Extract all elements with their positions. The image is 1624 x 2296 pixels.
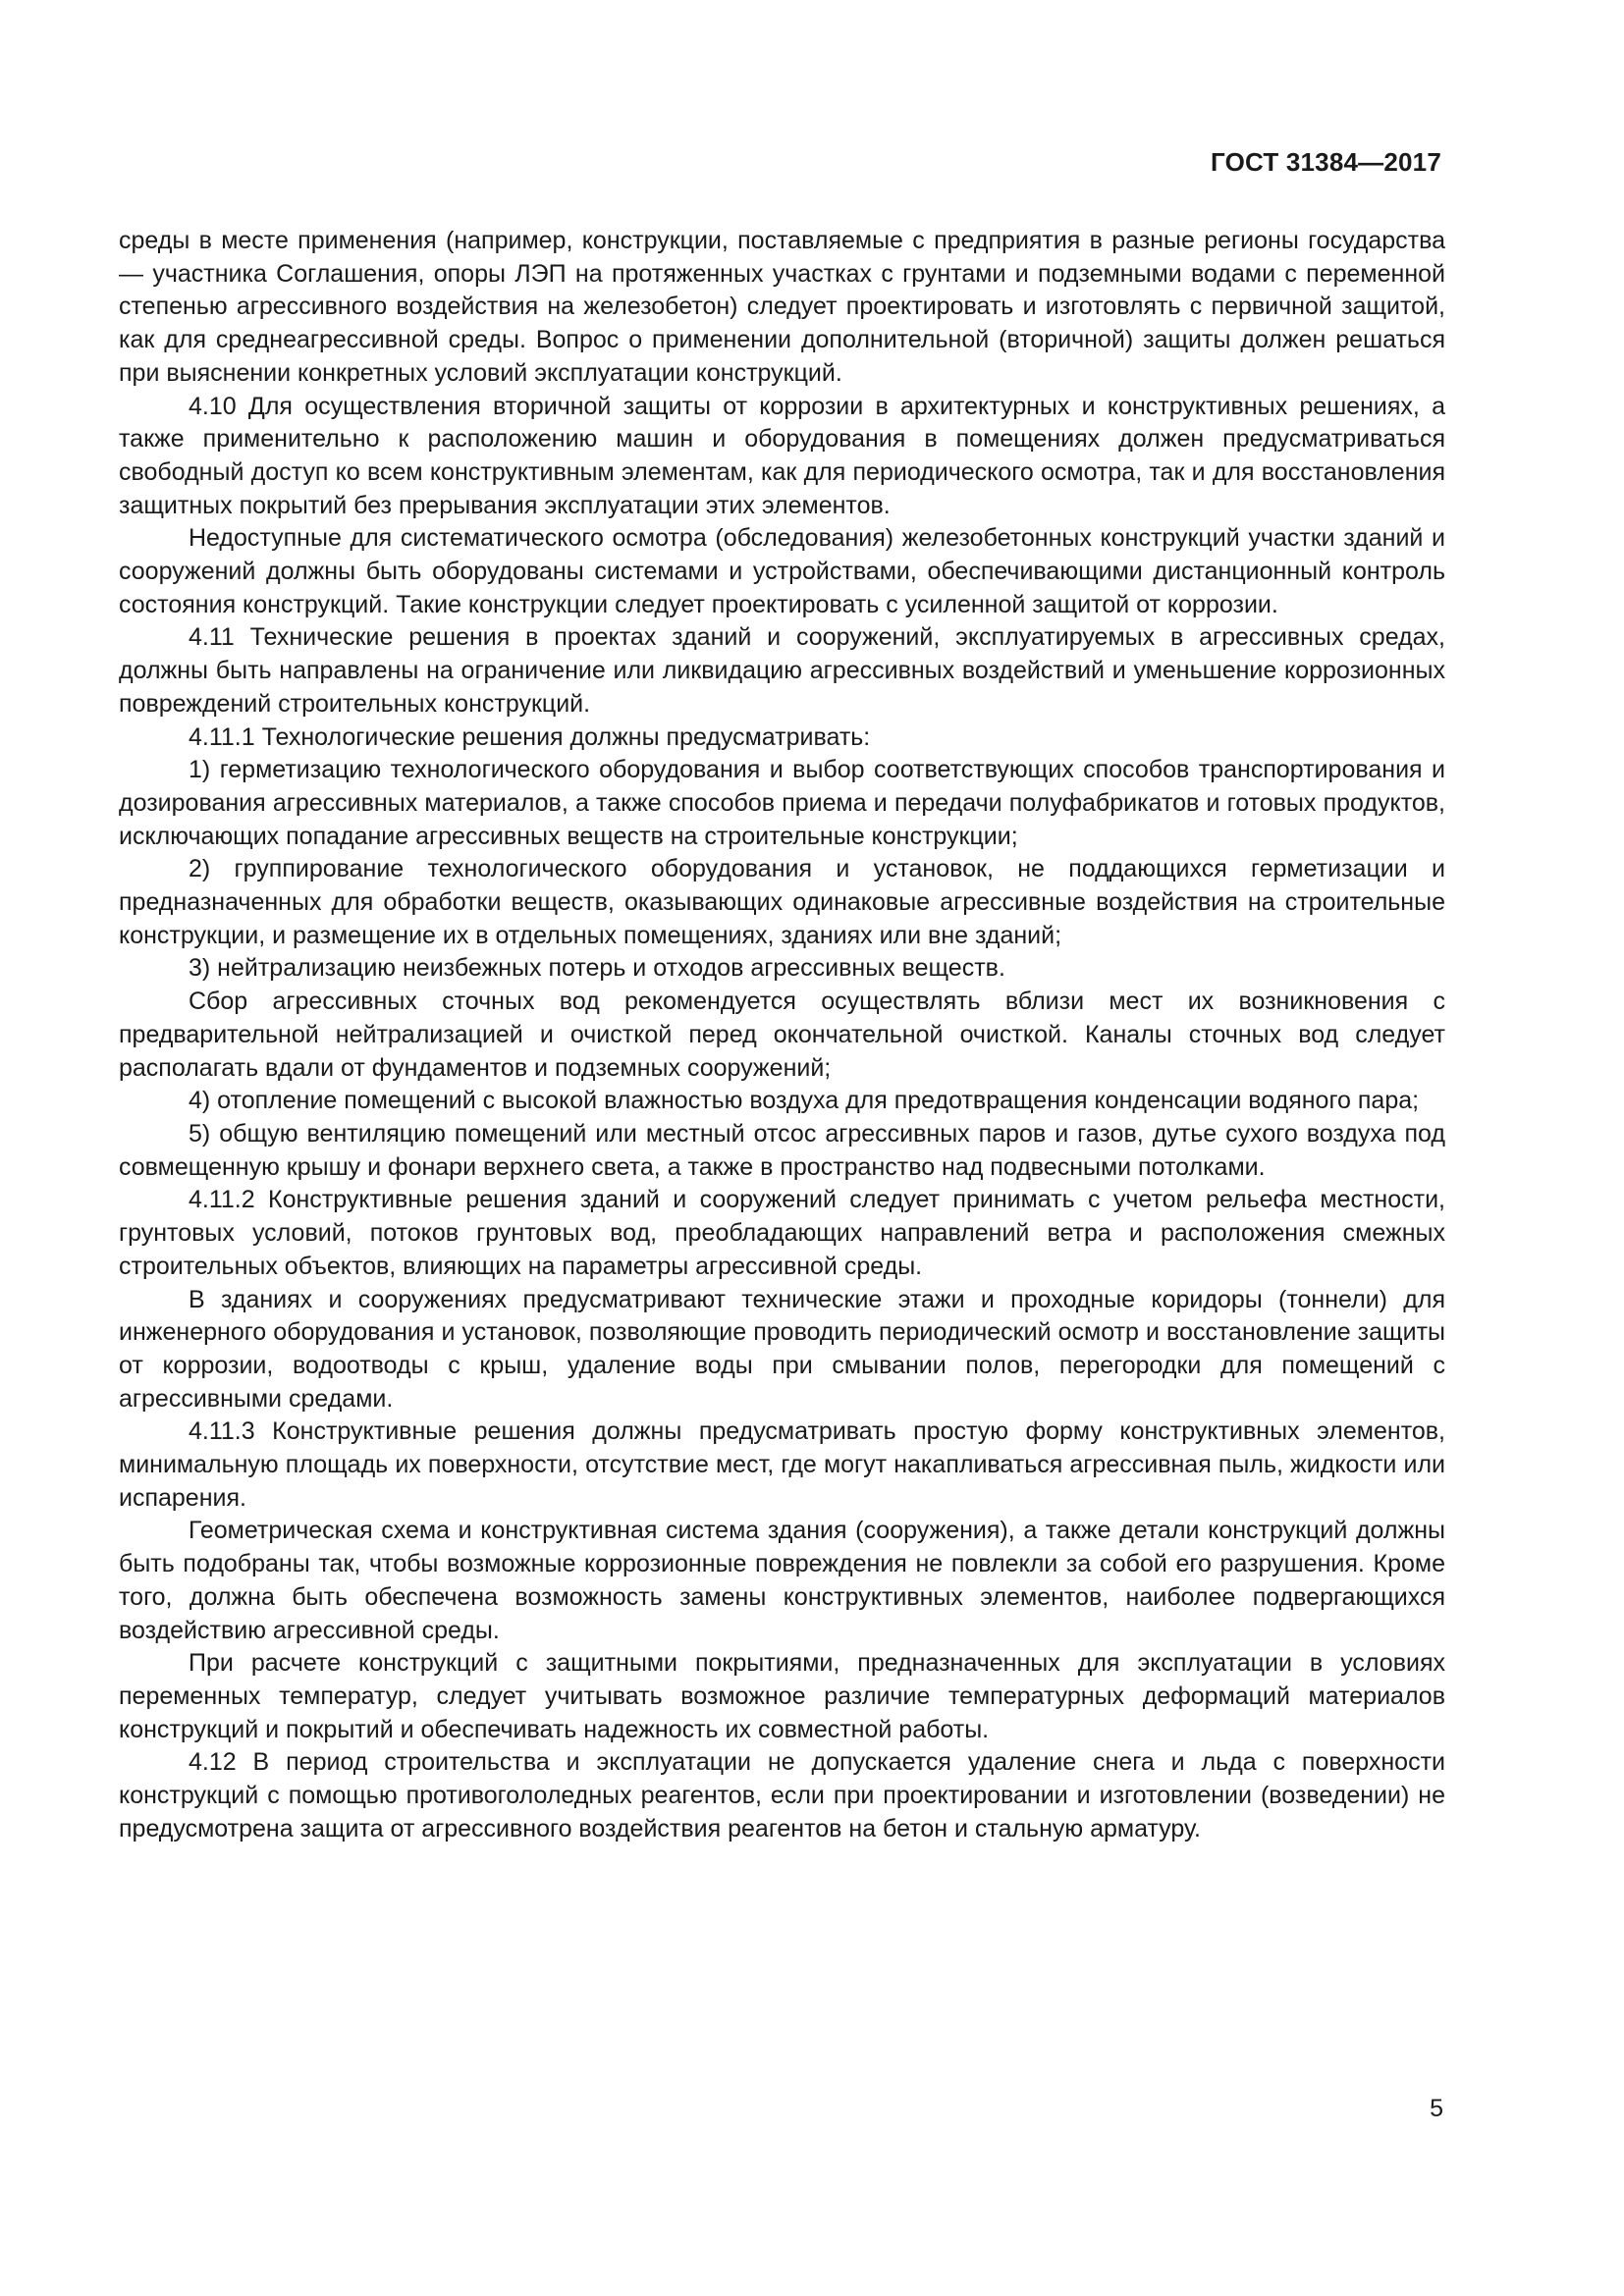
paragraph-4-11-3: 4.11.3 Конструктивные решения должны предусматривать простую форму конструктивных элементов, минимальную площадь их поверхности, отсутствие мест, где могут накапливаться агрессивная пыль, жидкости или испарения. [119,1417,1445,1512]
document-header: ГОСТ 31384—2017 [1211,147,1441,177]
paragraph-4-11-1: 4.11.1 Технологические решения должны предусматривать: [189,722,871,751]
paragraph: Сбор агрессивных сточных вод рекомендуется осуществлять вблизи мест их возникновения с предварительной нейтрализацией и очисткой перед окончательной очисткой. Каналы сточных вод следует располагать вдали от фундаментов и подземных сооружений; [119,988,1445,1082]
paragraph: В зданиях и сооружениях предусматривают технические этажи и проходные коридоры (тоннели) для инженерного оборудования и установок, позволяющие проводить периодический осмотр и восстановление защиты от коррозии, водоотводы с крыш, удаление воды при смывании полов, перегородки для помещений с агрессивными средами. [119,1285,1445,1413]
list-item-4: 4) отопление помещений с высокой влажностью воздуха для предотвращения конденсации водяного пара; [189,1087,1420,1115]
paragraph: Геометрическая схема и конструктивная система здания (сооружения), а также детали конструкций должны быть подобраны так, чтобы возможные коррозионные повреждения не повлекли за собой его разрушения. Кроме того, должна быть обеспечена возможность замены конструктивных элементов, наиболее подвергающихся воздействию агрессивной среды. [119,1517,1445,1644]
list-item-3: 3) нейтрализацию неизбежных потерь и отходов агрессивных веществ. [189,954,1005,983]
paragraph-4-11: 4.11 Технические решения в проектах зданий и сооружений, эксплуатируемых в агрессивных средах, должны быть направлены на ограничение или ликвидацию агрессивных воздействий и уменьшение коррозионных повреждений строительных конструкций. [119,623,1445,718]
paragraph-continuation: среды в месте применения (например, конструкции, поставляемые с предприятия в разные регионы государства — участника Соглашения, опоры ЛЭП на протяженных участках с грунтами и подземными водами с переменной степенью агрессивного воздействия на железобетон) следует проектировать и изготовлять с первичной защитой, как для среднеагрессивной среды. Вопрос о применении дополнительной (вторичной) защиты должен решаться при выяснении конкретных условий эксплуатации конструкций. [119,227,1445,387]
paragraph: Недоступные для систематического осмотра (обследования) железобетонных конструкций участки зданий и сооружений должны быть оборудованы системами и устройствами, обеспечивающими дистанционный контроль состояния конструкций. Такие конструкции следует проектировать с усиленной защитой от коррозии. [119,524,1445,618]
paragraph-4-12: 4.12 В период строительства и эксплуатации не допускается удаление снега и льда с поверхности конструкций с помощью противогололедных реагентов, если при проектировании и изготовлении (возведении) не предусмотрена защита от агрессивного воздействия реагентов на бетон и стальную арматуру. [119,1748,1445,1842]
document-body [119,225,1445,1845]
list-item-2: 2) группирование технологического оборудования и установок, не поддающихся герметизации и предназначенных для обработки веществ, оказывающих одинаковые агрессивные воздействия на строительные конструкции, и размещение их в отдельных помещениях, зданиях или вне зданий; [119,855,1445,949]
paragraph-4-11-2: 4.11.2 Конструктивные решения зданий и сооружений следует принимать с учетом рельефа местности, грунтовых условий, потоков грунтовых вод, преобладающих направлений ветра и расположения смежных строительных объектов, влияющих на параметры агрессивной среды. [119,1186,1445,1280]
paragraph-4-10: 4.10 Для осуществления вторичной защиты от коррозии в архитектурных и конструктивных решениях, а также применительно к расположению машин и оборудования в помещениях должен предусматриваться свободный доступ ко всем конструктивным элементам, как для периодического осмотра, так и для восстановления защитных покрытий без прерывания эксплуатации этих элементов. [119,392,1445,519]
list-item-5: 5) общую вентиляцию помещений или местный отсос агрессивных паров и газов, дутье сухого воздуха под совмещенную крышу и фонари верхнего света, а также в пространство над подвесными потолками. [119,1119,1445,1181]
page-number: 5 [1430,2095,1443,2122]
list-item-1: 1) герметизацию технологического оборудования и выбор соответствующих способов транспортирования и дозирования агрессивных материалов, а также способов приема и передачи полуфабрикатов и готовых продуктов, исключающих попадание агрессивных веществ на строительные конструкции; [119,756,1445,850]
paragraph: При расчете конструкций с защитными покрытиями, предназначенных для эксплуатации в условиях переменных температур, следует учитывать возможное различие температурных деформаций материалов конструкций и покрытий и обеспечивать надежность их совместной работы. [119,1649,1445,1743]
